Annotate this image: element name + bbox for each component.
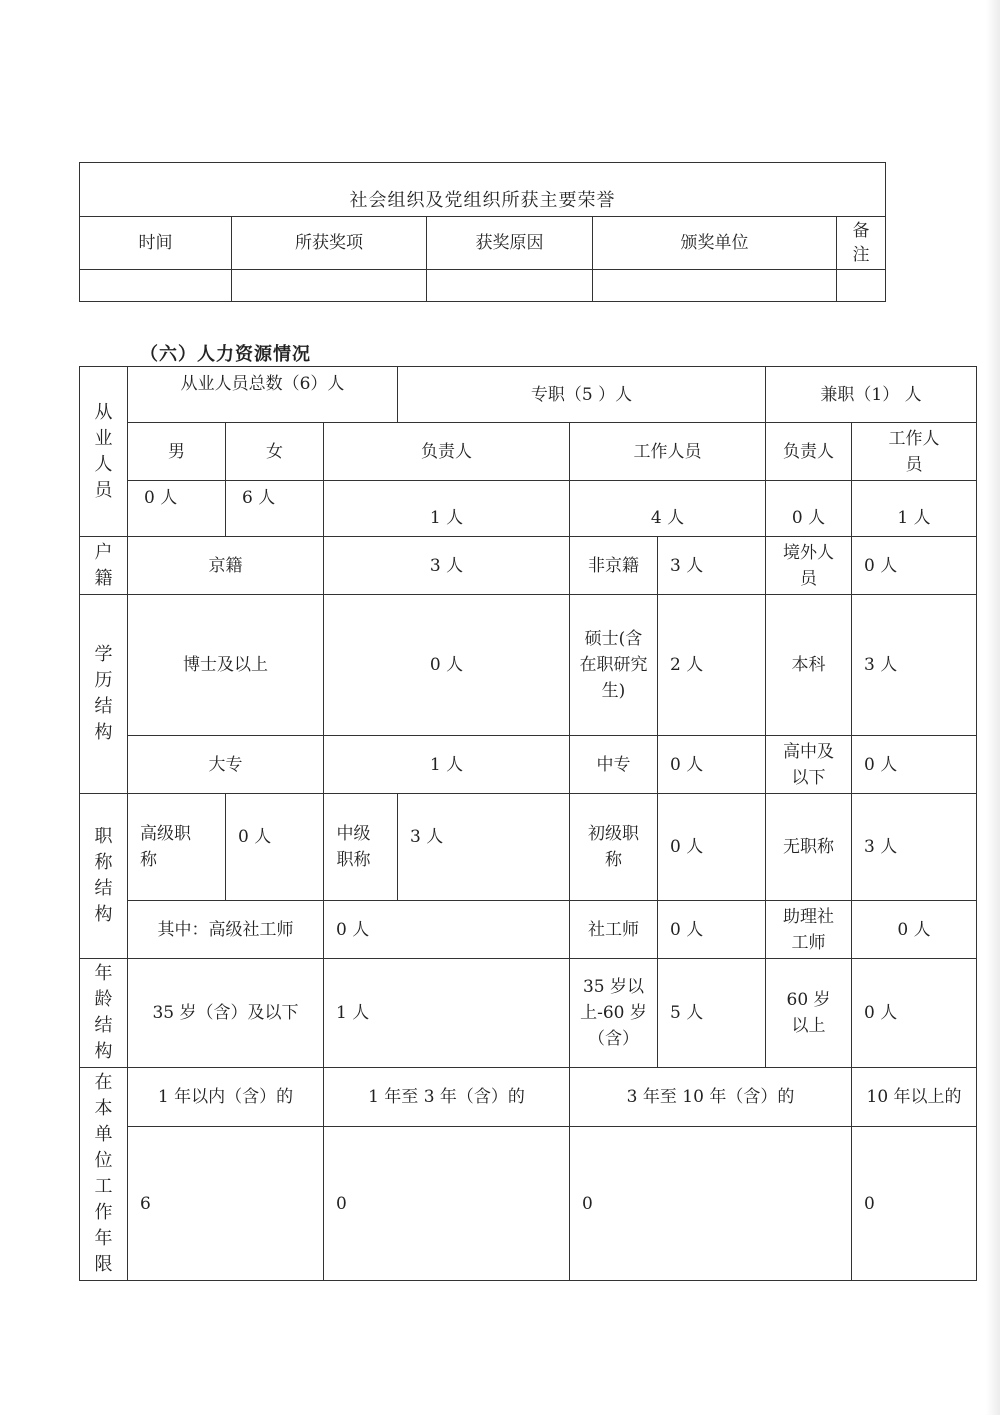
staff-female-label: 女 [226,423,324,481]
honors-header-time: 时间 [80,217,232,270]
education-bachelor-count: 3 人 [852,595,977,736]
staff-male-label: 男 [128,423,226,481]
honors-header-issuer: 颁奖单位 [593,217,837,270]
honors-cell-empty [427,270,593,302]
honors-title: 社会组织及党组织所获主要荣誉 [80,163,886,217]
section-title: （六）人力资源情况 [140,344,311,365]
tenure-value-3to10: 0 [570,1127,852,1281]
staff-pt-worker-count: 1 人 [852,481,977,537]
staff-ft-worker-label: 工作人员 [570,423,766,481]
education-master-label: 硕士(含在职研究生) [570,595,658,736]
staff-ft-worker-count: 4 人 [570,481,766,537]
staff-fulltime-label: 专职（5 ）人 [398,367,766,423]
tenure-value-under1: 6 [128,1127,324,1281]
household-nonbeijing-count: 3 人 [658,537,766,595]
tenure-value-over10: 0 [852,1127,977,1281]
tenure-category: 在本单位工作年限 [80,1068,128,1281]
education-phd-count: 0 人 [324,595,570,736]
staff-ft-head-count: 1 人 [324,481,570,537]
page-edge-shadow [986,0,1000,1415]
age-over60-count: 0 人 [852,959,977,1068]
age-over60-label: 60 岁以上 [766,959,852,1068]
honors-header-remark: 备注 [837,217,886,270]
age-category: 年龄结构 [80,959,128,1068]
honors-header-reason: 获奖原因 [427,217,593,270]
household-overseas-count: 0 人 [852,537,977,595]
household-category: 户籍 [80,537,128,595]
title-none-label: 无职称 [766,794,852,901]
staff-pt-head-count: 0 人 [766,481,852,537]
title-senior-sw-label: 其中：高级社工师 [128,901,324,959]
education-junior-college-label: 大专 [128,736,324,794]
education-highschool-label: 高中及以下 [766,736,852,794]
staff-ft-head-label: 负责人 [324,423,570,481]
honors-table [79,162,886,302]
staff-pt-head-label: 负责人 [766,423,852,481]
title-senior-sw-count: 0 人 [324,901,570,959]
age-under35-label: 35 岁（含）及以下 [128,959,324,1068]
age-mid-label: 35 岁以上-60 岁（含） [570,959,658,1068]
title-senior-label: 高级职称 [128,794,226,901]
title-senior-count: 0 人 [226,794,324,901]
title-assistant-sw-label: 助理社工师 [766,901,852,959]
household-nonbeijing-label: 非京籍 [570,537,658,595]
staff-parttime-label: 兼职（1） 人 [766,367,977,423]
staff-female-count: 6 人 [226,481,324,537]
tenure-header-under1: 1 年以内（含）的 [128,1068,324,1127]
tenure-header-over10: 10 年以上的 [852,1068,977,1127]
title-middle-label: 中级职称 [324,794,398,901]
education-phd-label: 博士及以上 [128,595,324,736]
education-junior-college-count: 1 人 [324,736,570,794]
household-beijing-count: 3 人 [324,537,570,595]
education-secondary-count: 0 人 [658,736,766,794]
tenure-header-1to3: 1 年至 3 年（含）的 [324,1068,570,1127]
education-master-count: 2 人 [658,595,766,736]
staff-total-label: 从业人员总数（6）人 [128,367,398,423]
honors-header-award: 所获奖项 [232,217,427,270]
age-under35-count: 1 人 [324,959,570,1068]
staff-male-count: 0 人 [128,481,226,537]
tenure-value-1to3: 0 [324,1127,570,1281]
hr-table [79,366,977,1281]
honors-cell-empty [80,270,232,302]
education-bachelor-label: 本科 [766,595,852,736]
education-category: 学历结构 [80,595,128,794]
honors-cell-empty [593,270,837,302]
title-sw-count: 0 人 [658,901,766,959]
staff-category: 从业人员 [80,367,128,537]
age-mid-count: 5 人 [658,959,766,1068]
title-junior-count: 0 人 [658,794,766,901]
staff-pt-worker-label: 工作人员 [852,423,977,481]
honors-cell-empty [837,270,886,302]
household-beijing-label: 京籍 [128,537,324,595]
tenure-header-3to10: 3 年至 10 年（含）的 [570,1068,852,1127]
honors-cell-empty [232,270,427,302]
education-secondary-label: 中专 [570,736,658,794]
title-sw-label: 社工师 [570,901,658,959]
title-junior-label: 初级职称 [570,794,658,901]
title-assistant-sw-count: 0 人 [852,901,977,959]
title-category: 职称结构 [80,794,128,959]
education-highschool-count: 0 人 [852,736,977,794]
household-overseas-label: 境外人员 [766,537,852,595]
title-middle-count: 3 人 [398,794,570,901]
title-none-count: 3 人 [852,794,977,901]
